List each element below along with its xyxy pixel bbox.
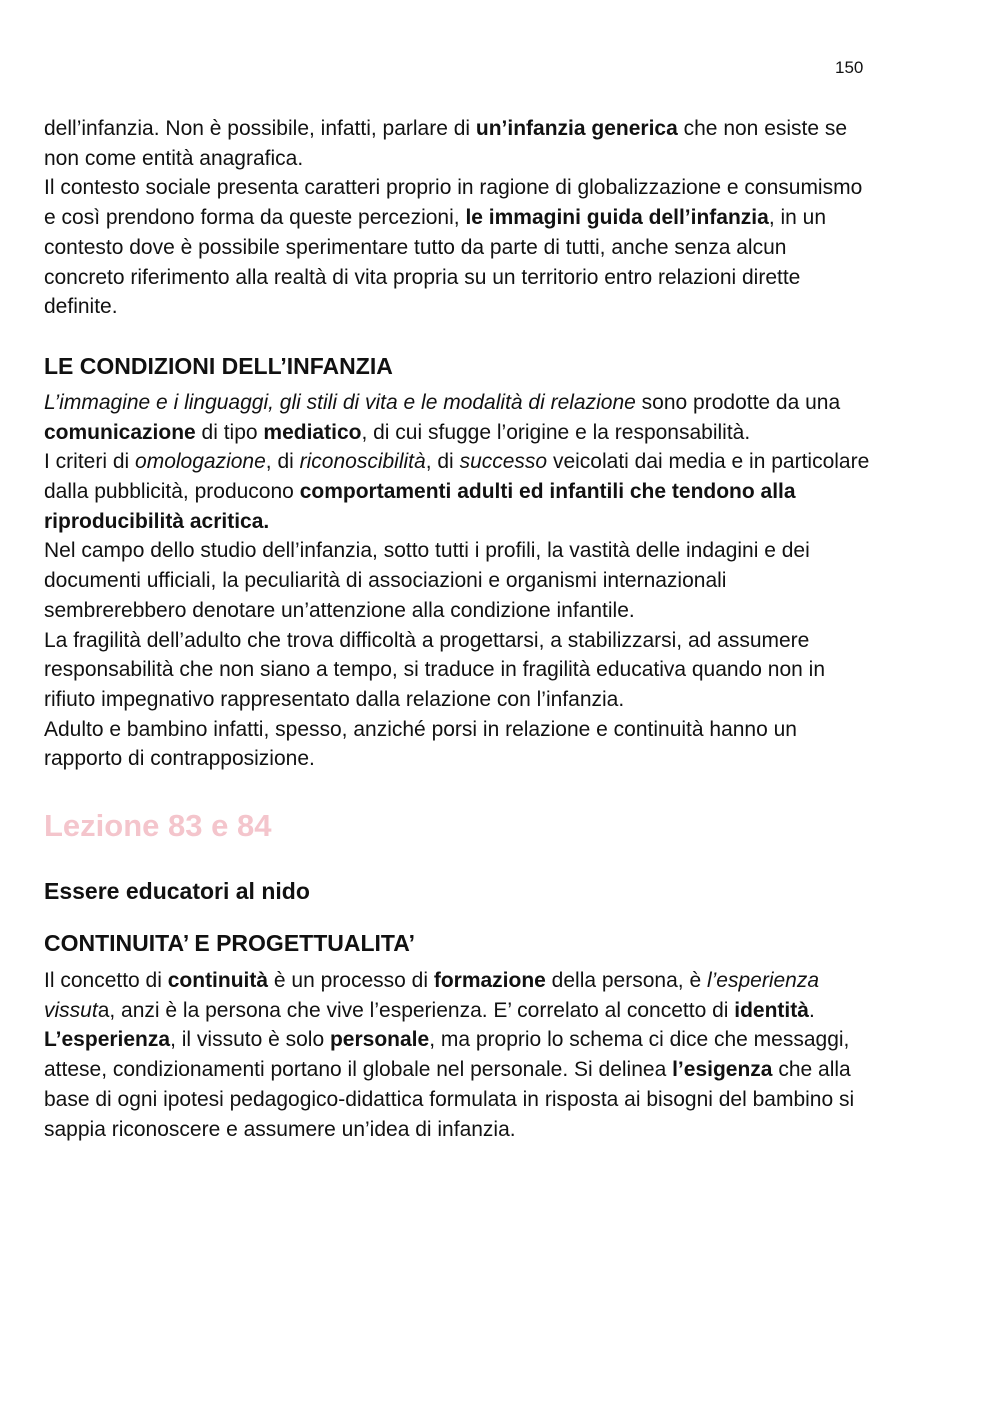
italic-run: riconoscibilità <box>299 450 426 474</box>
text-run: che non esiste se non come entità anagrafica. <box>44 117 848 170</box>
paragraph-7: Adulto e bambino infatti, spesso, anziché porsi in relazione e continuità hanno un rapporto di contrapposizione. <box>44 717 797 771</box>
italic-run: L’immagine e i linguaggi, gli stili di vita e le modalità di relazione <box>44 390 636 414</box>
bold-run: personale <box>329 1028 430 1052</box>
bold-run: identità <box>734 998 809 1022</box>
text-run: veicolati dai media e in particolare dalla pubblicità, producono <box>44 450 870 504</box>
bold-run: mediatico <box>263 420 362 444</box>
paragraph-2 <box>44 173 872 322</box>
text-run: della persona, è <box>545 969 707 993</box>
bold-run: comunicazione <box>44 420 196 444</box>
text-run: I criteri di <box>44 450 136 474</box>
bold-run: comportamenti adulti ed infantili che tendono alla riproducibilità acritica. <box>44 480 796 533</box>
italic-run: l’esperienza vissut <box>44 969 820 1022</box>
italic-run: successo <box>459 450 548 474</box>
document-body <box>44 114 872 1144</box>
text-run: è un processo di <box>268 969 434 993</box>
bold-run: continuità <box>167 969 269 993</box>
bold-run: L’esperienza <box>44 1028 171 1052</box>
paragraph-9 <box>44 1025 872 1144</box>
text-run: Il contesto sociale presenta caratteri proprio in ragione di globalizzazione e consumismo e così prendono forma da queste percezioni, <box>44 176 863 230</box>
bold-run: formazione <box>433 969 546 993</box>
italic-run: omologazione <box>135 450 266 474</box>
section-heading-educatori: Essere educatori al nido <box>44 878 310 905</box>
text-run: , in un contesto dove è possibile sperimentare tutto da parte di tutti, anche senza alcun concreto riferimento alla realtà di vita propria su un territorio entro relazioni dirette definite. <box>44 206 827 319</box>
text-run: , di cui sfugge l’origine e la responsabilità. <box>361 420 751 444</box>
section-heading-continuita: CONTINUITA’ E PROGETTUALITA’ <box>44 930 415 957</box>
text-run: , il vissuto è solo <box>170 1028 330 1052</box>
page-number: 150 <box>835 58 864 77</box>
text-run: sono prodotte da una <box>635 390 841 414</box>
paragraph-4 <box>44 447 872 536</box>
text-run: , ma proprio lo schema ci dice che messaggi, attese, condizionamenti portano il globale nel personale. Si delinea <box>44 1028 850 1082</box>
bold-run: l’esigenza <box>672 1058 773 1082</box>
text-run: che alla base di ogni ipotesi pedagogico-didattica formulata in risposta ai bisogni del bambino si sappia riconoscere e assumere un’idea di infanzia. <box>44 1058 855 1141</box>
text-run: dell’infanzia. Non è possibile, infatti, parlare di <box>44 117 476 140</box>
lesson-title: Lezione 83 e 84 <box>44 808 272 844</box>
section-heading-condizioni: LE CONDIZIONI DELL’INFANZIA <box>44 352 393 379</box>
text-run: Il concetto di <box>44 969 168 993</box>
paragraph-8 <box>44 966 872 1025</box>
text-run: a, anzi è la persona che vive l’esperienza. E’ correlato al concetto di <box>97 998 735 1022</box>
text-run: di tipo <box>195 420 264 444</box>
paragraph-5: Nel campo dello studio dell’infanzia, sotto tutti i profili, la vastità delle indagini e dei documenti ufficiali, la peculiarità di associazioni e organismi internazionali sembrerebbero denotare un’attenzione alla condizione infantile. <box>44 539 810 622</box>
bold-run: le immagini guida dell’infanzia <box>465 206 769 230</box>
text-run: . <box>808 998 815 1022</box>
text-run: , di <box>425 450 460 474</box>
text-run: , di <box>265 450 300 474</box>
paragraph-3 <box>44 388 872 447</box>
paragraph-1 <box>44 114 872 173</box>
paragraph-6: La fragilità dell’adulto che trova difficoltà a progettarsi, a stabilizzarsi, ad assumere responsabilità che non siano a tempo, si traduce in fragilità educativa quando non in rifiuto impegnativo rappresentato dalla relazione con l’infanzia. <box>44 628 826 711</box>
bold-run: un’infanzia generica <box>475 117 678 140</box>
